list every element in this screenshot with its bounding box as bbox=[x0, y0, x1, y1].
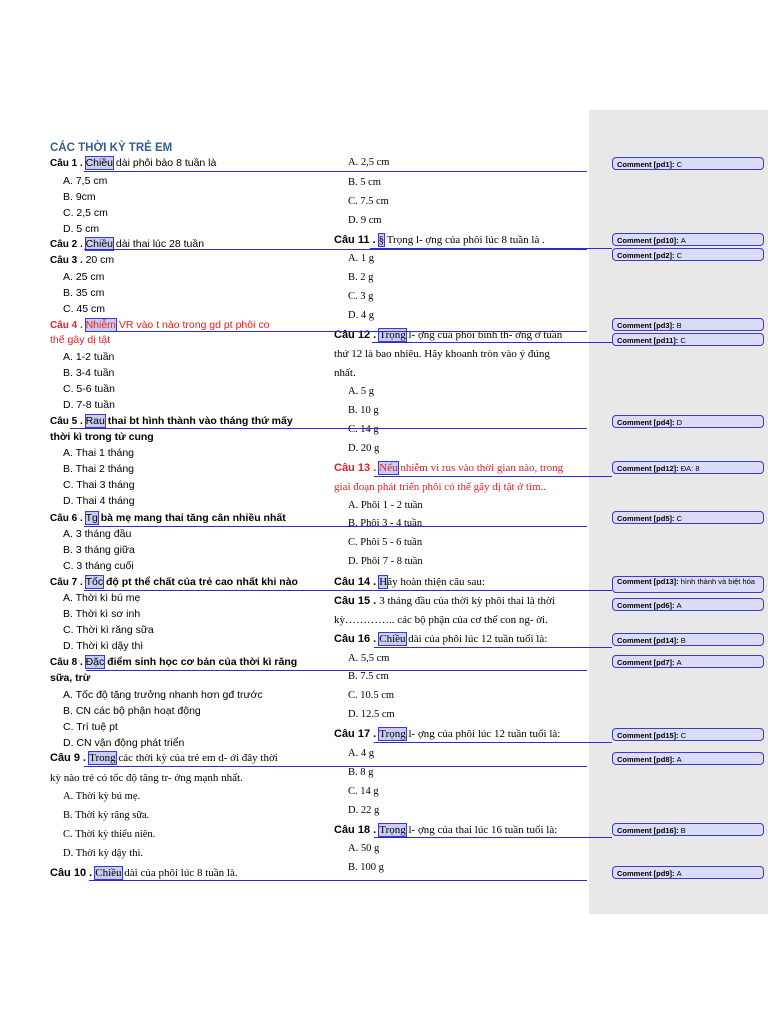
answer-option: C. 14 g bbox=[348, 786, 379, 797]
comment-highlight: Chiều bbox=[379, 633, 406, 645]
comment-connector-line bbox=[84, 526, 587, 527]
answer-option: C. 3 tháng cuối bbox=[63, 560, 134, 572]
question-text-continued bbox=[334, 613, 548, 627]
answer-option: D. 22 g bbox=[348, 805, 380, 816]
answer-option: C. 10.5 cm bbox=[348, 690, 395, 701]
question-text: 3 tháng đầu của thời kỳ phôi thai là thời bbox=[379, 595, 555, 607]
comment-connector-line bbox=[84, 249, 587, 250]
question-item bbox=[50, 655, 297, 670]
question-text: dài phôi bào 8 tuần là bbox=[113, 157, 217, 169]
answer-option: A. 5 g bbox=[348, 386, 374, 397]
answer-option: A. 7,5 cm bbox=[63, 175, 108, 187]
answer-option: D. Thai 4 tháng bbox=[63, 495, 135, 507]
question-item bbox=[334, 632, 547, 646]
comment-box[interactable] bbox=[612, 752, 764, 765]
comment-value: C bbox=[680, 336, 686, 345]
question-item bbox=[50, 575, 298, 590]
question-number: Câu 16 . bbox=[334, 633, 380, 645]
answer-option: A. 25 cm bbox=[63, 271, 105, 283]
comment-label: Comment [pd9]: bbox=[617, 869, 677, 878]
answer-option: A. Thời kì bú mẹ bbox=[63, 592, 141, 604]
answer-option: B. Phôi 3 - 4 tuần bbox=[348, 518, 423, 529]
question-number: Câu 2 . bbox=[50, 239, 86, 250]
question-number: Câu 10 . bbox=[50, 867, 96, 879]
question-item bbox=[334, 575, 485, 589]
question-text: VR vào t nào trong gd pt phôi co bbox=[115, 319, 270, 331]
answer-option: A. 3 tháng đầu bbox=[63, 528, 132, 540]
comment-connector-line bbox=[112, 331, 587, 332]
comment-highlight: Trọng bbox=[379, 728, 406, 740]
comment-value: C bbox=[676, 251, 683, 260]
answer-option: B. 9cm bbox=[63, 191, 96, 203]
comment-box[interactable] bbox=[612, 461, 764, 474]
comment-highlight: Chiều bbox=[95, 867, 122, 879]
comment-label: Comment [pd16]: bbox=[617, 826, 681, 835]
page-title: CÁC THỜI KỲ TRẺ EM bbox=[50, 142, 173, 154]
answer-option: B. CN các bộ phận hoạt động bbox=[63, 705, 201, 717]
question-text-continued bbox=[50, 771, 243, 785]
question-text: Trọng l- ợng của phôi lúc 8 tuần là . bbox=[384, 234, 545, 246]
question-number: Câu 6 . bbox=[50, 513, 86, 524]
comment-box[interactable] bbox=[612, 511, 764, 524]
answer-option: B. 5 cm bbox=[348, 177, 381, 188]
comment-connector-line bbox=[84, 766, 587, 767]
answer-option: C. 3 g bbox=[348, 291, 374, 302]
comment-value: hình thành và biệt hóa bbox=[680, 577, 755, 586]
question-item bbox=[334, 727, 560, 741]
question-item bbox=[334, 233, 545, 247]
question-text-continued bbox=[334, 366, 356, 380]
comment-label: Comment [pd5]: bbox=[617, 514, 677, 523]
question-item bbox=[50, 253, 114, 268]
comment-box[interactable] bbox=[612, 233, 764, 246]
question-number: Câu 7 . bbox=[50, 577, 86, 588]
comment-connector-line bbox=[370, 248, 612, 249]
question-text: thế gây dị tật bbox=[50, 334, 111, 346]
comment-highlight: Đặc bbox=[85, 656, 105, 668]
question-number: Câu 15 . bbox=[334, 595, 380, 607]
question-text: thời kì trong tử cung bbox=[50, 431, 154, 443]
comment-box[interactable] bbox=[612, 415, 764, 428]
answer-option: C. Trí tuệ pt bbox=[63, 721, 118, 733]
question-text: bà mẹ mang thai tăng cân nhiều nhất bbox=[97, 512, 286, 524]
comment-box[interactable] bbox=[612, 866, 764, 879]
comment-box[interactable] bbox=[612, 823, 764, 836]
comment-value: A bbox=[676, 755, 682, 764]
question-text: dài thai lúc 28 tuần bbox=[113, 238, 205, 250]
question-text: 20 cm bbox=[85, 254, 115, 266]
answer-option: D. Thời kỳ dậy thì. bbox=[63, 848, 144, 859]
answer-option: A. 50 g bbox=[348, 843, 380, 854]
question-text: kỳ………….. các bộ phận của cơ thể con ng- ời. bbox=[334, 614, 548, 626]
comment-connector-line bbox=[374, 476, 612, 477]
answer-option: B. 3 tháng giữa bbox=[63, 544, 135, 556]
question-number: Câu 9 . bbox=[50, 752, 90, 764]
question-number: Câu 5 . bbox=[50, 416, 86, 427]
comment-highlight: Tg bbox=[85, 512, 98, 524]
comment-highlight: Nếu bbox=[379, 462, 398, 474]
answer-option: C. 14 g bbox=[348, 424, 379, 435]
comment-box[interactable] bbox=[612, 248, 764, 261]
answer-option: B. Thời kỳ răng sữa. bbox=[63, 810, 150, 821]
comment-connector-line bbox=[70, 428, 587, 429]
answer-option: B. 35 cm bbox=[63, 287, 105, 299]
question-number: Câu 11 . bbox=[334, 234, 379, 246]
comment-box[interactable] bbox=[612, 318, 764, 331]
question-text: dài của phôi lúc 12 tuần tuổi là: bbox=[405, 633, 548, 645]
answer-option: B. 3-4 tuần bbox=[63, 367, 115, 379]
answer-option: B. Thời kì sơ inh bbox=[63, 608, 141, 620]
comment-box[interactable] bbox=[612, 598, 764, 611]
question-text: ãy hoàn thiện câu sau: bbox=[387, 576, 485, 588]
question-number: Câu 18 . bbox=[334, 824, 380, 836]
question-text: giai đoạn phát triển phôi có thể gây dị tật ở tim.. bbox=[334, 481, 547, 493]
question-item bbox=[334, 594, 555, 608]
question-text-continued bbox=[50, 430, 154, 444]
answer-option: C. Thai 3 tháng bbox=[63, 479, 135, 491]
comment-highlight: Chiều bbox=[85, 238, 114, 250]
answer-option: D. 5 cm bbox=[63, 223, 100, 235]
comment-highlight: Tốc bbox=[85, 576, 104, 588]
question-number: Câu 12 . bbox=[334, 329, 380, 341]
answer-option: D. 4 g bbox=[348, 310, 374, 321]
comment-value: C bbox=[680, 731, 687, 740]
question-text: điểm sinh học cơ bản của thời kì răng bbox=[104, 656, 298, 668]
answer-option: B. 100 g bbox=[348, 862, 384, 873]
question-item bbox=[50, 751, 278, 765]
comment-value: B bbox=[680, 826, 686, 835]
comment-connector-line bbox=[374, 647, 612, 648]
comment-connector-line bbox=[371, 590, 612, 591]
question-text-continued bbox=[334, 347, 550, 361]
question-text: các thời kỳ của trẻ em d- ới đây thời bbox=[115, 752, 278, 764]
comment-value: A bbox=[676, 869, 682, 878]
comment-highlight: Chiều bbox=[85, 157, 114, 169]
comment-value: B bbox=[680, 636, 686, 645]
question-item bbox=[334, 823, 557, 837]
answer-option: C. Thời kì răng sữa bbox=[63, 624, 154, 636]
comment-highlight: Trong bbox=[89, 752, 116, 764]
comment-highlight: Rau bbox=[85, 415, 105, 427]
question-text: thứ 12 là bao nhiêu. Hãy khoanh tròn vào ý đúng bbox=[334, 348, 550, 360]
answer-option: A. 1-2 tuần bbox=[63, 351, 115, 363]
question-text: kỳ nào trẻ có tốc độ tăng tr- ởng mạnh nhất. bbox=[50, 772, 243, 784]
question-text-continued bbox=[334, 480, 546, 494]
comment-label: Comment [pd6]: bbox=[617, 601, 677, 610]
answer-option: C. 5-6 tuần bbox=[63, 383, 115, 395]
question-text: sữa, trừ bbox=[50, 672, 91, 684]
comment-highlight: § bbox=[378, 234, 385, 246]
question-item bbox=[334, 461, 563, 475]
answer-option: D. 12.5 cm bbox=[348, 709, 395, 720]
answer-option: D. Phôi 7 - 8 tuần bbox=[348, 556, 423, 567]
comment-connector-line bbox=[86, 670, 587, 671]
answer-option: C. 45 cm bbox=[63, 303, 106, 315]
comment-label: Comment [pd2]: bbox=[617, 251, 677, 260]
question-number: Câu 4 . bbox=[50, 320, 86, 331]
comment-box[interactable] bbox=[612, 576, 764, 593]
answer-option: A. Phôi 1 - 2 tuần bbox=[348, 500, 423, 511]
answer-option: A. Tốc độ tăng trưởng nhanh hơn gđ trước bbox=[63, 689, 263, 701]
question-number: Câu 8 . bbox=[50, 657, 86, 668]
answer-option: C. 2,5 cm bbox=[63, 207, 108, 219]
question-item bbox=[50, 414, 293, 429]
answer-option: B. Thai 2 tháng bbox=[63, 463, 135, 475]
question-number: Câu 1 . bbox=[50, 158, 86, 169]
comment-box[interactable] bbox=[612, 157, 764, 170]
question-text: nhất. bbox=[334, 367, 356, 379]
question-text: độ pt thể chất của trẻ cao nhất khi nào bbox=[103, 576, 298, 588]
comment-highlight: Trọng bbox=[379, 329, 406, 341]
answer-option: B. 7.5 cm bbox=[348, 671, 389, 682]
answer-option: B. 8 g bbox=[348, 767, 374, 778]
comment-box[interactable] bbox=[612, 633, 764, 646]
comment-value: A bbox=[676, 601, 682, 610]
comment-connector-line bbox=[372, 342, 612, 343]
question-text: thai bt hình thành vào tháng thứ mấy bbox=[104, 415, 293, 427]
comment-value: ĐA: 8 bbox=[680, 464, 700, 473]
answer-option: D. 20 g bbox=[348, 443, 380, 454]
comment-highlight: Nhiễm bbox=[85, 319, 116, 331]
comment-box[interactable] bbox=[612, 655, 764, 668]
comment-connector-line bbox=[374, 742, 612, 743]
comment-connector-line bbox=[89, 880, 587, 881]
comment-connector-line bbox=[84, 171, 587, 172]
comment-highlight: H bbox=[379, 576, 388, 588]
comment-value: C bbox=[676, 160, 683, 169]
comment-label: Comment [pd3]: bbox=[617, 321, 677, 330]
question-number: Câu 17 . bbox=[334, 728, 380, 740]
comment-value: A bbox=[680, 236, 686, 245]
question-text: l- ợng của phôi bình th- ờng ở tuần bbox=[405, 329, 563, 341]
comment-label: Comment [pd4]: bbox=[617, 418, 677, 427]
answer-option: A. 1 g bbox=[348, 253, 374, 264]
answer-option: C. Phôi 5 - 6 tuần bbox=[348, 537, 423, 548]
answer-option: D. 7-8 tuần bbox=[63, 399, 115, 411]
question-item bbox=[50, 511, 286, 526]
answer-option: A. Thời kỳ bú mẹ. bbox=[63, 791, 141, 802]
answer-option: C. 7.5 cm bbox=[348, 196, 389, 207]
answer-option: B. 2 g bbox=[348, 272, 374, 283]
comment-value: C bbox=[676, 514, 683, 523]
comment-label: Comment [pd11]: bbox=[617, 336, 681, 345]
comment-value: A bbox=[676, 658, 682, 667]
comment-label: Comment [pd1]: bbox=[617, 160, 677, 169]
comment-highlight: Trọng bbox=[379, 824, 406, 836]
comment-label: Comment [pd15]: bbox=[617, 731, 681, 740]
comment-label: Comment [pd10]: bbox=[617, 236, 681, 245]
answer-option: D. Thời kì dậy thì bbox=[63, 640, 144, 652]
comment-label: Comment [pd13]: bbox=[617, 577, 681, 586]
question-text: dài của phôi lúc 8 tuần là. bbox=[121, 867, 238, 879]
question-text-continued bbox=[50, 333, 110, 347]
answer-option: A. Thai 1 tháng bbox=[63, 447, 135, 459]
comment-box[interactable] bbox=[612, 728, 764, 741]
question-number: Câu 3 . bbox=[50, 255, 86, 266]
answer-option: A. 2,5 cm bbox=[348, 157, 390, 168]
comment-label: Comment [pd12]: bbox=[617, 464, 681, 473]
answer-option: A. 5,5 cm bbox=[348, 653, 390, 664]
answer-option: B. 10 g bbox=[348, 405, 379, 416]
comment-label: Comment [pd8]: bbox=[617, 755, 677, 764]
question-item bbox=[50, 156, 216, 171]
question-text: nhiễm vi rus vào thời gian nào, trong bbox=[397, 462, 564, 474]
question-text: l- ợng của thai lúc 16 tuần tuổi là: bbox=[405, 824, 558, 836]
question-text: l- ợng của phôi lúc 12 tuần tuổi là: bbox=[405, 728, 561, 740]
comment-value: D bbox=[676, 418, 683, 427]
answer-option: D. 9 cm bbox=[348, 215, 382, 226]
comment-label: Comment [pd7]: bbox=[617, 658, 677, 667]
question-number: Câu 14 . bbox=[334, 576, 380, 588]
comment-box[interactable] bbox=[612, 333, 764, 346]
question-item bbox=[50, 866, 238, 880]
comment-label: Comment [pd14]: bbox=[617, 636, 681, 645]
answer-option: A. 4 g bbox=[348, 748, 374, 759]
question-text-continued bbox=[50, 671, 90, 685]
comment-connector-line bbox=[374, 837, 612, 838]
question-number: Câu 13 . bbox=[334, 462, 380, 474]
comment-value: B bbox=[676, 321, 682, 330]
answer-option: C. Thời kỳ thiếu niên. bbox=[63, 829, 156, 840]
answer-option: D. CN vận động phát triển bbox=[63, 737, 185, 749]
